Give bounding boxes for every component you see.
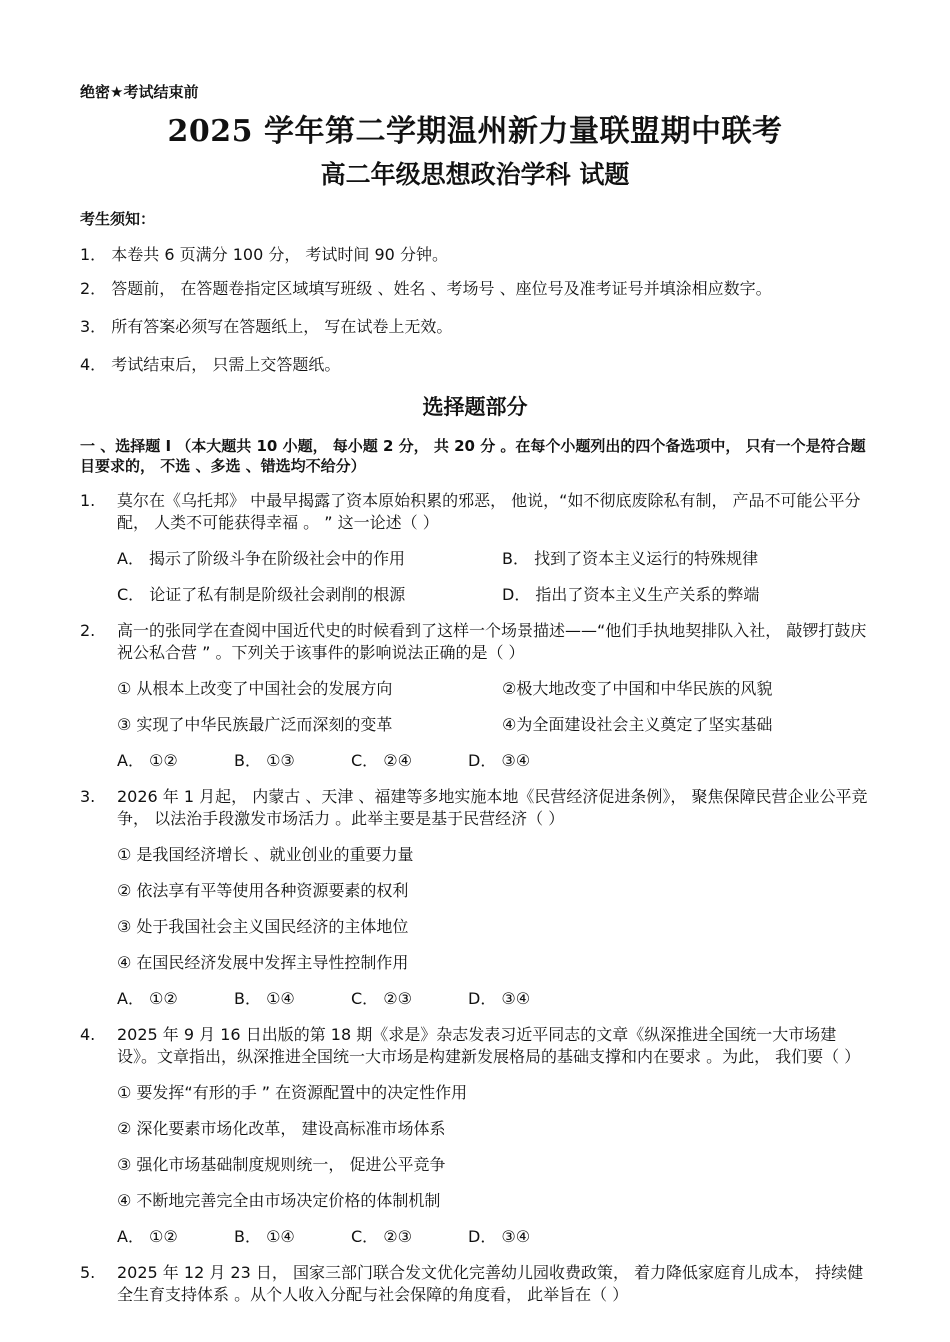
option-a: A． 揭示了阶级斗争在阶级社会中的作用	[117, 549, 406, 568]
question-number: 1.	[80, 491, 96, 510]
notice-item: 2． 答题前， 在答题卷指定区域填写班级 、姓名 、考场号 、座位号及准考证号并填涂相应数字。	[80, 279, 772, 298]
question-1	[80, 490, 870, 606]
question-stem: 2025 年 9 月 16 日出版的第 18 期《求是》杂志发表习近平同志的文章《纵深推进全国统一大市场建设》。文章指出，纵深推进全国统一大市场是构建新发展格局的基础支撑和内在要求 。为此， 我们要（ ）	[117, 1025, 861, 1066]
notice-item: 1． 本卷共 6 页满分 100 分， 考试时间 90 分钟。	[80, 245, 448, 264]
statement-2: ② 依法享有平等使用各种资源要素的权利	[117, 881, 409, 900]
option-d: D． 指出了资本主义生产关系的弊端	[502, 585, 760, 604]
statement-4: ④为全面建设社会主义奠定了坚实基础	[502, 715, 773, 734]
choice-b: B． ①④	[234, 989, 295, 1008]
notice-item: 3． 所有答案必须写在答题纸上， 写在试卷上无效。	[80, 317, 453, 336]
statement-1: ① 从根本上改变了中国社会的发展方向	[117, 679, 393, 698]
choice-d: D． ③④	[468, 1227, 531, 1246]
choice-b: B． ①③	[234, 751, 295, 770]
statement-2: ②极大地改变了中国和中华民族的风貌	[502, 679, 773, 698]
statement-4: ④ 不断地完善完全由市场决定价格的体制机制	[117, 1191, 441, 1210]
exam-subtitle: 高二年级思想政治学科 试题	[320, 160, 630, 189]
statement-1: ① 要发挥“有形的手 ” 在资源配置中的决定性作用	[117, 1083, 468, 1102]
statement-3: ③ 强化市场基础制度规则统一， 促进公平竞争	[117, 1155, 446, 1174]
statement-2: ② 深化要素市场化改革， 建设高标准市场体系	[117, 1119, 446, 1138]
choice-c: C． ②③	[351, 1227, 412, 1246]
notice-heading: 考生须知：	[80, 210, 156, 228]
question-stem: 2025 年 12 月 23 日， 国家三部门联合发文优化完善幼儿园收费政策， 着力降低家庭育儿成本， 持续健全生育支持体系 。从个人收入分配与社会保障的角度看， 此举旨在（ ）	[117, 1263, 864, 1304]
statement-3: ③ 实现了中华民族最广泛而深刻的变革	[117, 715, 393, 734]
question-stem: 莫尔在《乌托邦》 中最早揭露了资本原始积累的邪恶， 他说，“如不彻底废除私有制， 产品不可能公平分配， 人类不可能获得幸福 。 ” 这一论述（ ）	[117, 491, 861, 532]
question-stem: 高一的张同学在查阅中国近代史的时候看到了这样一个场景描述——“他们手执地契排队入社， 敲锣打鼓庆祝公私合营 ” 。下列关于该事件的影响说法正确的是（ ）	[117, 621, 867, 662]
choice-d: D． ③④	[468, 989, 531, 1008]
question-4	[80, 1024, 870, 1248]
statement-1: ① 是我国经济增长 、就业创业的重要力量	[117, 845, 414, 864]
statement-3: ③ 处于我国社会主义国民经济的主体地位	[117, 917, 409, 936]
question-number: 2.	[80, 621, 96, 640]
option-b: B． 找到了资本主义运行的特殊规律	[502, 549, 759, 568]
exam-title: 2025 学年第二学期温州新力量联盟期中联考	[167, 114, 783, 149]
choice-d: D． ③④	[468, 751, 531, 770]
question-3	[80, 786, 870, 1010]
question-stem: 2026 年 1 月起， 内蒙古 、天津 、福建等多地实施本地《民营经济促进条例》， 聚焦保障民营企业公平竞争， 以法治手段激发市场活力 。此举主要是基于民营经济（ ）	[117, 787, 868, 828]
option-c: C． 论证了私有制是阶级社会剥削的根源	[117, 585, 406, 604]
section-title: 选择题部分	[422, 395, 528, 419]
confidential-label: 绝密★考试结束前	[80, 83, 199, 101]
question-number: 5.	[80, 1263, 96, 1282]
question-2	[80, 620, 870, 772]
choice-a: A． ①②	[117, 1227, 178, 1246]
choice-c: C． ②③	[351, 989, 412, 1008]
choice-a: A． ①②	[117, 989, 178, 1008]
choice-c: C． ②④	[351, 751, 412, 770]
choice-a: A． ①②	[117, 751, 178, 770]
question-number: 3.	[80, 787, 96, 806]
statement-4: ④ 在国民经济发展中发挥主导性控制作用	[117, 953, 409, 972]
section-instructions: 一 、选择题 I （本大题共 10 小题， 每小题 2 分， 共 20 分 。在每个小题列出的四个备选项中， 只有一个是符合题目要求的， 不选 、多选 、错选均不给分）	[80, 437, 866, 475]
choice-b: B． ①④	[234, 1227, 295, 1246]
question-number: 4.	[80, 1025, 96, 1044]
question-5	[80, 1262, 870, 1306]
notice-item: 4． 考试结束后， 只需上交答题纸。	[80, 355, 341, 374]
